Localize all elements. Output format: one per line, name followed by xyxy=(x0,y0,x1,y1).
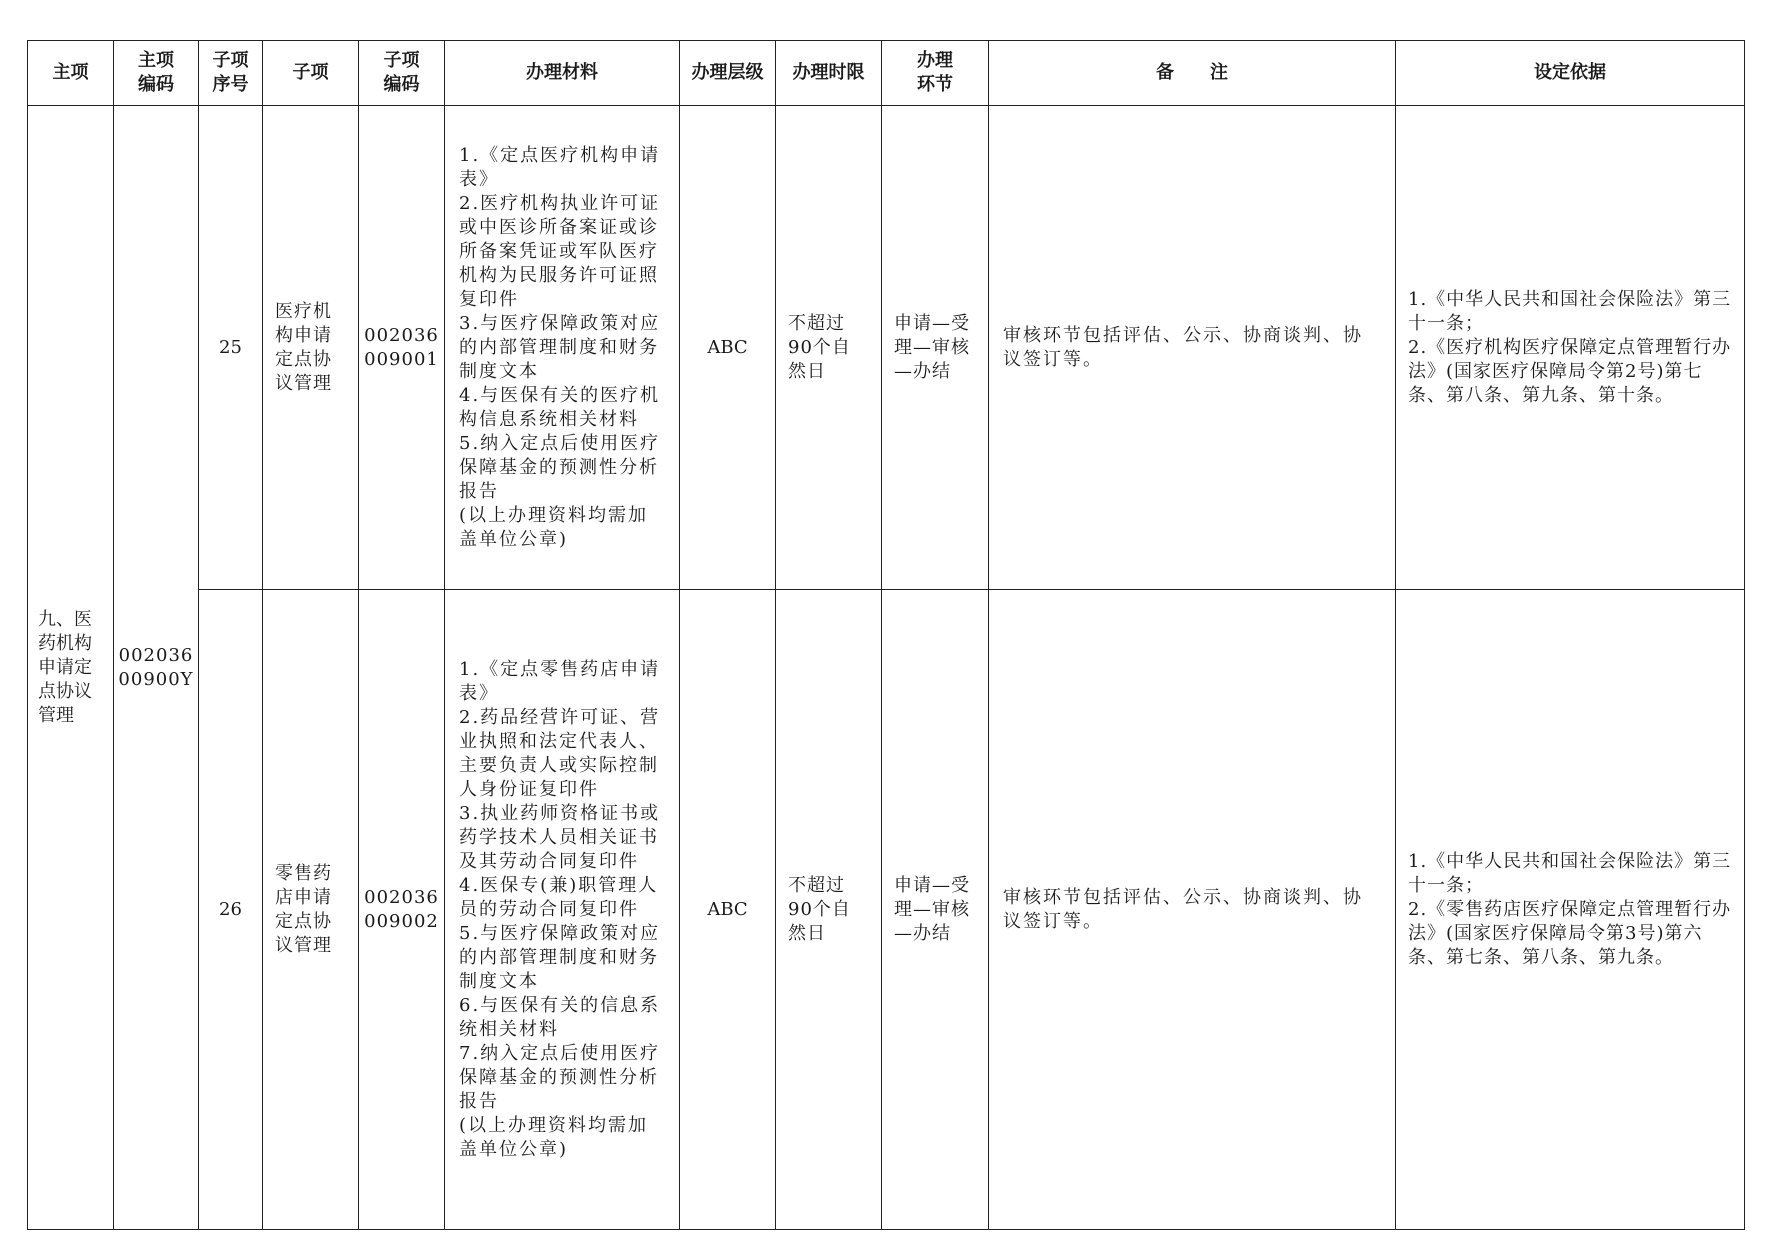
procedure-cell: 申请—受理—审核—办结 xyxy=(882,106,989,590)
header-materials: 办理材料 xyxy=(445,41,680,106)
procedure-cell: 申请—受理—审核—办结 xyxy=(882,590,989,1230)
basis-cell: 1.《中华人民共和国社会保险法》第三十一条； 2.《医疗机构医疗保障定点管理暂行办法》(国家医疗保障局令第2号)第七条、第八条、第九条、第十条。 xyxy=(1396,106,1745,590)
time-limit-cell: 不超过90个自然日 xyxy=(776,590,882,1230)
time-limit-cell: 不超过90个自然日 xyxy=(776,106,882,590)
remarks-cell: 审核环节包括评估、公示、协商谈判、协议签订等。 xyxy=(989,590,1396,1230)
sub-no-cell: 25 xyxy=(199,106,263,590)
header-sub-code: 子项 编码 xyxy=(359,41,445,106)
header-row xyxy=(28,41,1745,106)
table-row xyxy=(28,106,1745,590)
sub-code-cell: 002036 009002 xyxy=(359,590,445,1230)
header-sub-no: 子项 序号 xyxy=(199,41,263,106)
materials-cell: 1.《定点医疗机构申请表》 2.医疗机构执业许可证或中医诊所备案证或诊所备案凭证或军队医疗机构为民服务许可证照复印件 3.与医疗保障政策对应的内部管理制度和财务制度文本 4.与医保有关的医疗机构信息系统相关材料 5.纳入定点后使用医疗保障基金的预测性分析报告 (以上办理资料均需加盖单位公章) xyxy=(445,106,680,590)
materials-cell: 1.《定点零售药店申请表》 2.药品经营许可证、营业执照和法定代表人、主要负责人或实际控制人身份证复印件 3.执业药师资格证书或药学技术人员相关证书及其劳动合同复印件 4.医保专(兼)职管理人员的劳动合同复印件 5.与医疗保障政策对应的内部管理制度和财务制度文本 6.与医保有关的信息系统相关材料 7.纳入定点后使用医疗保障基金的预测性分析报告 (以上办理资料均需加盖单位公章) xyxy=(445,590,680,1230)
main-item-cell: 九、医药机构申请定点协议管理 xyxy=(28,106,114,1230)
header-main-item: 主项 xyxy=(28,41,114,106)
table-row xyxy=(28,590,1745,1230)
sub-item-cell: 医疗机构申请定点协议管理 xyxy=(263,106,359,590)
remarks-cell: 审核环节包括评估、公示、协商谈判、协议签订等。 xyxy=(989,106,1396,590)
header-sub-item: 子项 xyxy=(263,41,359,106)
header-level: 办理层级 xyxy=(680,41,776,106)
header-main-code: 主项 编码 xyxy=(114,41,199,106)
sub-no-cell: 26 xyxy=(199,590,263,1230)
sub-item-cell: 零售药店申请定点协议管理 xyxy=(263,590,359,1230)
level-cell: ABC xyxy=(680,590,776,1230)
matters-table xyxy=(27,40,1745,1230)
level-cell: ABC xyxy=(680,106,776,590)
sub-code-cell: 002036 009001 xyxy=(359,106,445,590)
main-code-cell: 002036 00900Y xyxy=(114,106,199,1230)
header-remarks: 备 注 xyxy=(989,41,1396,106)
header-time-limit: 办理时限 xyxy=(776,41,882,106)
header-basis: 设定依据 xyxy=(1396,41,1745,106)
basis-cell: 1.《中华人民共和国社会保险法》第三十一条； 2.《零售药店医疗保障定点管理暂行办法》(国家医疗保障局令第3号)第六条、第七条、第八条、第九条。 xyxy=(1396,590,1745,1230)
header-procedure: 办理 环节 xyxy=(882,41,989,106)
